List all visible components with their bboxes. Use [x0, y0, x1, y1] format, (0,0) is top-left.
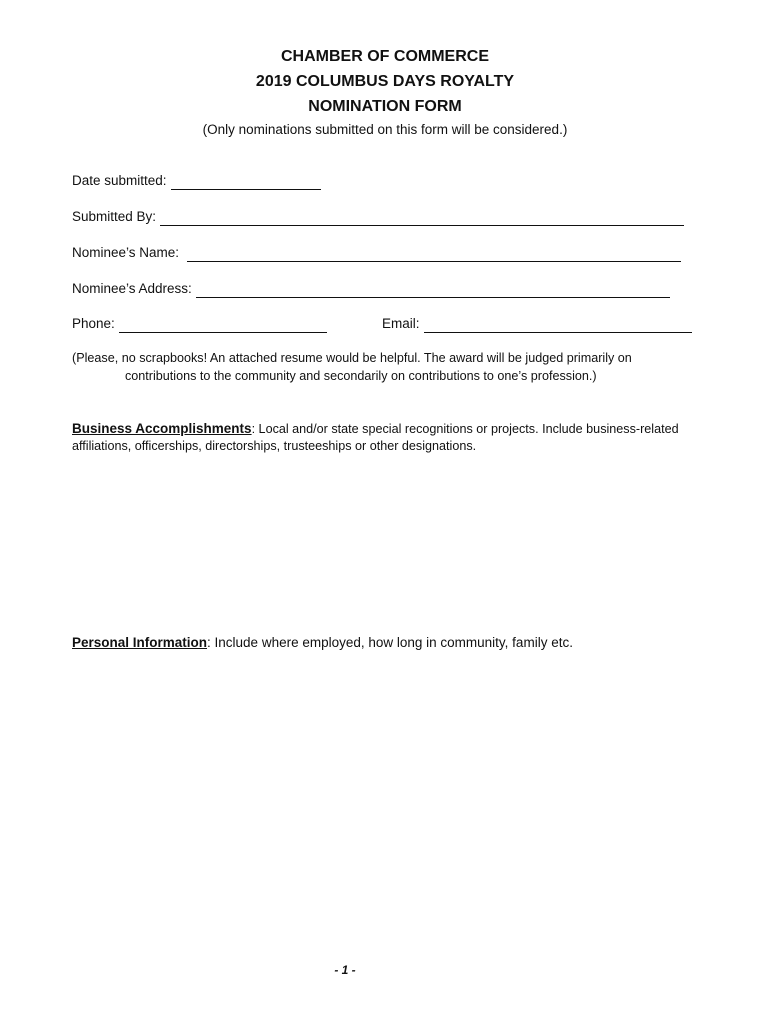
form-title: NOMINATION FORM	[308, 98, 462, 115]
org-title: CHAMBER OF COMMERCE	[281, 48, 489, 65]
personal-information-instructions: : Include where employed, how long in community, family etc.	[207, 635, 573, 650]
date-submitted-field[interactable]	[72, 172, 321, 190]
phone-line[interactable]	[119, 317, 327, 333]
submitted-by-label: Submitted By:	[72, 209, 157, 224]
business-accomplishments-instructions: : Local and/or state special recognitions or projects. Include business-related affiliations, officerships, directorships, trusteeships or other designations.	[72, 422, 679, 453]
email-field[interactable]	[382, 315, 692, 333]
nominee-address-field[interactable]	[72, 280, 670, 298]
date-submitted-line[interactable]	[171, 174, 321, 190]
nominee-name-field[interactable]	[72, 244, 681, 262]
page-number: - 1 -	[334, 963, 356, 977]
email-label: Email:	[382, 316, 420, 331]
business-accomplishments-title: Business Accomplishments	[72, 421, 252, 436]
event-title: 2019 COLUMBUS DAYS ROYALTY	[255, 73, 515, 90]
phone-label: Phone:	[72, 316, 115, 331]
form-instruction: (Only nominations submitted on this form will be considered.)	[202, 122, 568, 137]
nominee-address-line[interactable]	[196, 282, 670, 298]
email-line[interactable]	[424, 317, 692, 333]
date-submitted-label: Date submitted:	[72, 173, 167, 188]
note-line-1: (Please, no scrapbooks! An attached resume would be helpful. The award will be judged primarily on	[72, 351, 632, 365]
personal-information-title: Personal Information	[72, 635, 208, 650]
nominee-name-line[interactable]	[187, 246, 681, 262]
submitted-by-line[interactable]	[160, 210, 684, 226]
submitted-by-field[interactable]	[72, 208, 684, 226]
personal-information-section	[72, 634, 712, 651]
nominee-address-label: Nominee’s Address:	[72, 281, 192, 296]
submission-note	[72, 349, 712, 385]
nominee-name-label: Nominee’s Name:	[72, 245, 180, 260]
business-accomplishments-section	[72, 420, 712, 455]
note-line-2: contributions to the community and secondarily on contributions to one’s profession.)	[125, 369, 597, 383]
phone-field[interactable]	[72, 315, 327, 333]
